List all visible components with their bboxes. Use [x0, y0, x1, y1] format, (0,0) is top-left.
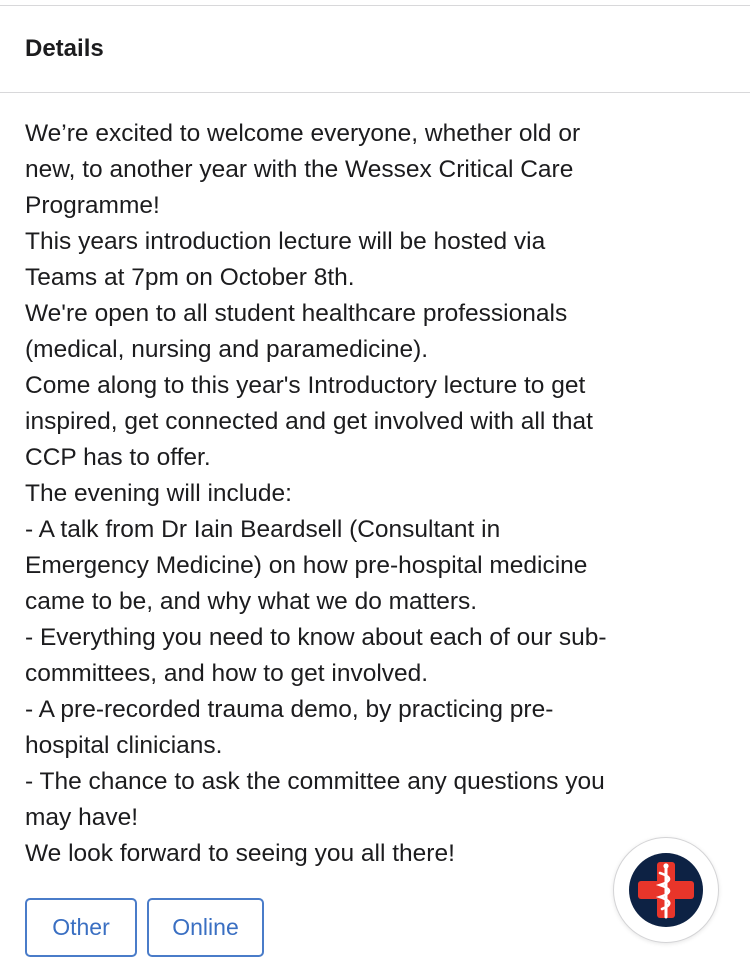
description-line: new, to another year with the Wessex Critical Care [25, 156, 574, 183]
tag-other-button[interactable]: Other [25, 898, 137, 957]
medical-cross-logo-icon [629, 853, 703, 927]
description-line: - The chance to ask the committee any questions you [25, 768, 605, 795]
details-header [0, 6, 750, 93]
description-line: (medical, nursing and paramedicine). [25, 336, 429, 363]
description-line: Come along to this year's Introductory lecture to get [25, 372, 586, 399]
description-line: We look forward to seeing you all there! [25, 840, 455, 867]
description-line: Programme! [25, 192, 160, 219]
description-line: Emergency Medicine) on how pre-hospital medicine [25, 552, 588, 579]
description-line: came to be, and why what we do matters. [25, 588, 478, 615]
description-line: The evening will include: [25, 480, 292, 507]
description-line: inspired, get connected and get involved with all that [25, 408, 593, 435]
staff-top [663, 863, 668, 868]
tag-online-button[interactable]: Online [147, 898, 264, 957]
description-line: - A talk from Dr Iain Beardsell (Consultant in [25, 516, 501, 543]
description-line: - Everything you need to know about each of our sub- [25, 624, 607, 651]
category-tags [25, 898, 264, 957]
description-line: This years introduction lecture will be hosted via [25, 228, 546, 255]
description-line: - A pre-recorded trauma demo, by practicing pre- [25, 696, 554, 723]
description-line: We're open to all student healthcare professionals [25, 300, 568, 327]
description-line: We’re excited to welcome everyone, whether old or [25, 120, 581, 147]
description-line: CCP has to offer. [25, 444, 211, 471]
description-line: hospital clinicians. [25, 732, 223, 759]
description-line: Teams at 7pm on October 8th. [25, 264, 355, 291]
description-line: may have! [25, 804, 139, 831]
event-description [25, 116, 730, 872]
description-line: committees, and how to get involved. [25, 660, 429, 687]
organizer-avatar[interactable] [613, 837, 719, 943]
section-title: Details [25, 35, 104, 62]
